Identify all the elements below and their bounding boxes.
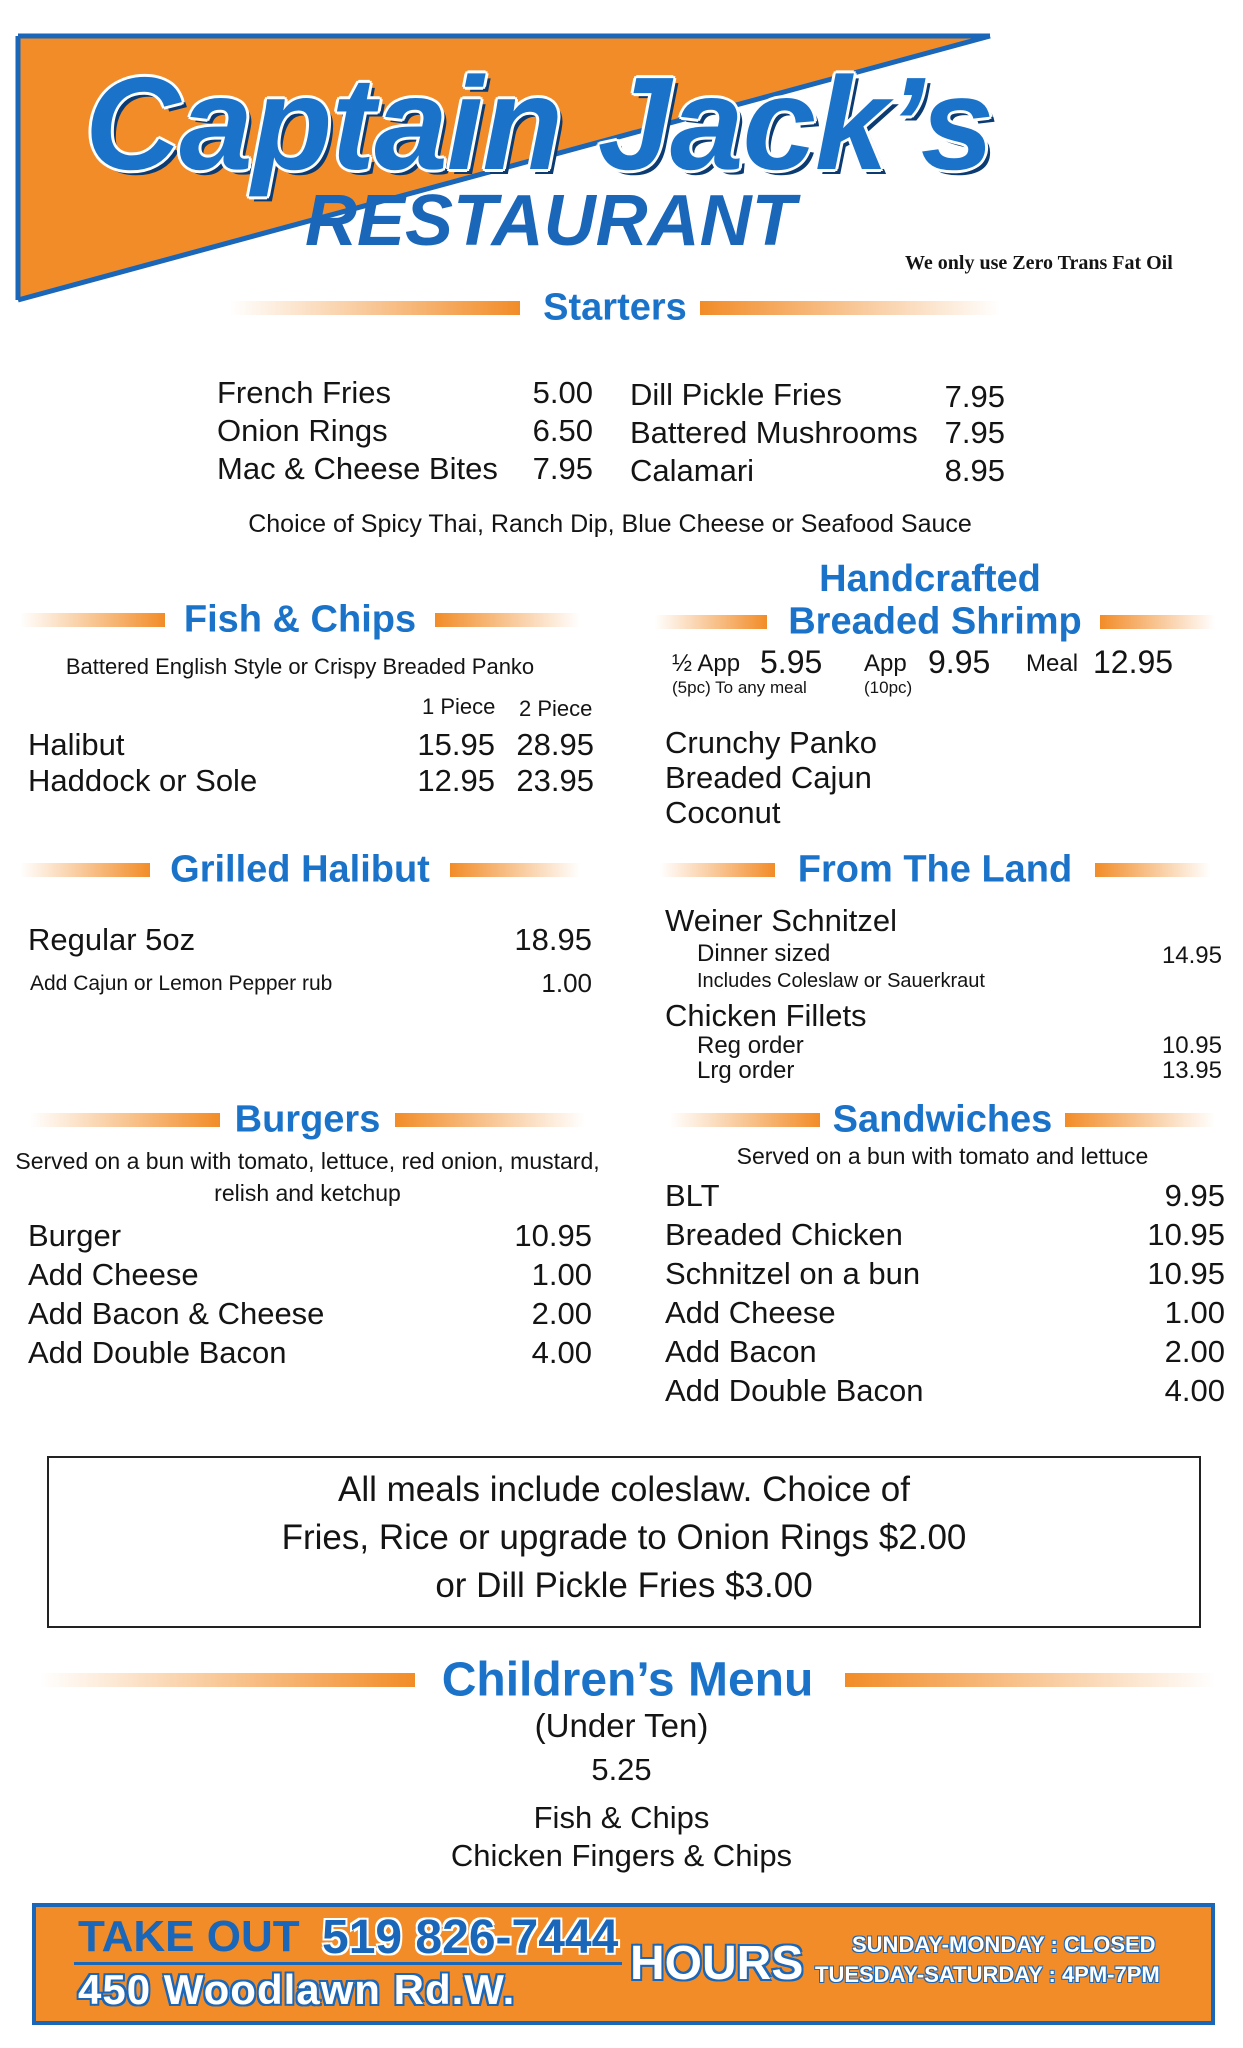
children-item: Fish & Chips [533,1800,710,1835]
meals-line: or Dill Pickle Fries $3.00 [435,1566,813,1605]
starter-item: Dill Pickle Fries [630,377,842,412]
app-label: App [864,650,907,677]
starter-item: Battered Mushrooms [630,415,918,450]
trans-fat-notice: We only use Zero Trans Fat Oil [905,252,1173,274]
fish-chips-heading: Fish & Chips [20,580,580,660]
sauce-note: Choice of Spicy Thai, Ranch Dip, Blue Cheese or Seafood Sauce [248,510,972,538]
burger-price: 4.00 [531,1335,592,1370]
half-app-note: (5pc) To any meal [672,678,807,697]
burger-price: 2.00 [531,1296,592,1331]
land-sub: Reg order [697,1032,804,1059]
shrimp-style: Crunchy Panko [665,725,877,760]
meal-price: 12.95 [1093,644,1174,680]
app-note: (10pc) [864,678,913,697]
fish-price-1: 12.95 [417,763,495,798]
fish-price-2: 23.95 [516,763,594,798]
hours-line: TUESDAY-SATURDAY : 4PM-7PM [815,1962,1160,1987]
childrens-menu-heading: Children’s Menu [40,1640,1215,1720]
starter-item: Onion Rings [217,413,388,448]
burgers-note: relish and ketchup [214,1180,401,1206]
takeout-label: TAKE OUT [78,1912,300,1961]
starter-price: 7.95 [532,451,593,486]
sandwich-item: Add Cheese [665,1295,836,1330]
sandwiches-note: Served on a bun with tomato and lettuce [736,1143,1149,1169]
sandwich-item: Add Double Bacon [665,1373,924,1408]
burgers-heading: Burgers [30,1080,585,1160]
app-price: 9.95 [928,644,991,680]
burger-item: Add Cheese [28,1257,199,1292]
sandwich-price: 2.00 [1164,1334,1225,1369]
land-price: 10.95 [1161,1032,1222,1059]
sandwich-item: Breaded Chicken [665,1217,903,1252]
starter-price: 7.95 [944,379,1005,414]
starters-heading: Starters [230,268,1000,348]
burger-item: Burger [28,1218,122,1253]
children-price: 5.25 [591,1752,652,1787]
burger-item: Add Double Bacon [28,1335,287,1370]
sandwich-item: Schnitzel on a bun [665,1256,921,1291]
burger-item: Add Bacon & Cheese [28,1296,325,1331]
sandwich-item: Add Bacon [665,1334,817,1369]
grilled-item: Regular 5oz [28,922,196,957]
land-sub: Dinner sized [697,940,831,967]
restaurant-subtitle: RESTAURANT [305,181,796,261]
shrimp-style: Coconut [665,795,781,830]
starter-price: 8.95 [944,453,1005,488]
from-the-land-heading: From The Land [660,830,1210,910]
grilled-addon: Add Cajun or Lemon Pepper rub [30,972,333,995]
starter-price: 5.00 [532,375,593,410]
meals-line: All meals include coleslaw. Choice of [338,1470,910,1509]
sandwiches-heading: Sandwiches [670,1080,1215,1160]
sandwich-price: 1.00 [1164,1295,1225,1330]
hours-line: SUNDAY-MONDAY : CLOSED [852,1932,1156,1957]
land-item: Chicken Fillets [665,998,867,1033]
hours-label: HOURS [630,1937,804,1990]
children-item: Chicken Fingers & Chips [450,1838,793,1873]
starter-price: 6.50 [532,413,593,448]
sandwich-price: 9.95 [1164,1178,1225,1213]
one-piece-header: 1 Piece [422,694,496,719]
half-app-label: ½ App [672,650,741,677]
burgers-note: Served on a bun with tomato, lettuce, red onion, mustard, [15,1148,600,1174]
phone-number[interactable]: 519 826-7444 [322,1911,619,1964]
sandwich-price: 10.95 [1147,1217,1225,1252]
fish-price-1: 15.95 [417,727,495,762]
children-age: (Under Ten) [534,1707,709,1744]
land-note: Includes Coleslaw or Sauerkraut [697,970,985,992]
burger-price: 1.00 [531,1257,592,1292]
land-item: Weiner Schnitzel [665,903,898,938]
starter-item: French Fries [217,375,391,410]
restaurant-name: Captain Jack’s [85,50,994,197]
grilled-price: 18.95 [514,922,592,957]
starter-item: Mac & Cheese Bites [217,451,498,486]
land-sub: Lrg order [697,1057,795,1084]
starter-price: 7.95 [944,415,1005,450]
meals-info-box [47,1456,1201,1628]
sandwich-item: BLT [665,1178,720,1213]
two-piece-header: 2 Piece [519,696,593,721]
shrimp-heading: Breaded Shrimp [655,582,1215,662]
grilled-halibut-heading: Grilled Halibut [20,830,580,910]
sandwich-price: 4.00 [1164,1373,1225,1408]
meals-line: Fries, Rice or upgrade to Onion Rings $2.00 [281,1518,967,1557]
grilled-addon-price: 1.00 [541,968,592,998]
fish-chips-note: Battered English Style or Crispy Breaded Panko [65,654,535,679]
shrimp-style: Breaded Cajun [665,760,872,795]
meal-label: Meal [1026,650,1079,677]
address: 450 Woodlawn Rd.W. [78,1966,516,2013]
half-app-price: 5.95 [760,644,823,680]
shrimp-heading-line1: Handcrafted [819,558,1041,600]
land-price: 14.95 [1161,942,1222,969]
fish-price-2: 28.95 [516,727,594,762]
fish-item: Haddock or Sole [28,763,258,798]
fish-item: Halibut [28,727,125,762]
burger-price: 10.95 [514,1218,592,1253]
sandwich-price: 10.95 [1147,1256,1225,1291]
land-price: 13.95 [1161,1057,1222,1084]
starter-item: Calamari [630,453,755,488]
